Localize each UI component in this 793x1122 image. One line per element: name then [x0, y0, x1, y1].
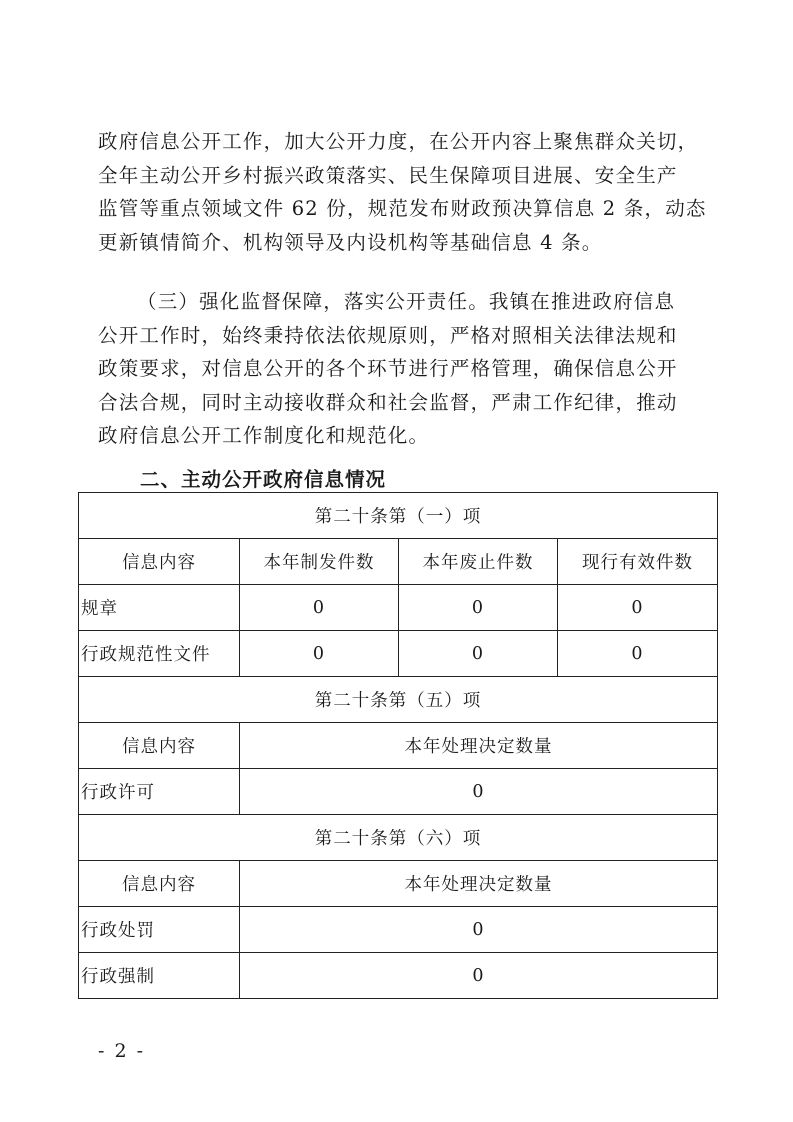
paragraph-2: [98, 285, 698, 453]
header-cell: 现行有效件数: [558, 539, 718, 585]
header-cell: 本年制发件数: [240, 539, 399, 585]
value-cell: 0: [240, 585, 399, 631]
table-header-row: [79, 723, 718, 769]
value-cell: 0: [558, 631, 718, 677]
page-number: - 2 -: [98, 1040, 146, 1062]
header-cell: 本年处理决定数量: [240, 861, 718, 907]
row-label-cell: 行政强制: [79, 953, 240, 999]
text-line: 政策要求，对信息公开的各个环节进行严格管理，确保信息公开: [98, 357, 678, 380]
value-cell: 0: [399, 585, 558, 631]
table-row: [79, 769, 718, 815]
value-cell: 0: [240, 631, 399, 677]
header-cell: 本年废止件数: [399, 539, 558, 585]
table-row: [79, 585, 718, 631]
value-cell: 0: [240, 953, 718, 999]
header-cell: 信息内容: [79, 723, 240, 769]
section-title-cell: 第二十条第（六）项: [79, 815, 718, 861]
section-title-cell: 第二十条第（五）项: [79, 677, 718, 723]
text-line: 政府信息公开工作制度化和规范化。: [98, 424, 430, 447]
paragraph-1: [98, 125, 707, 259]
text-line: 更新镇情简介、机构领导及内设机构等基础信息 4 条。: [98, 230, 603, 254]
header-cell: 信息内容: [79, 861, 240, 907]
table-row: [79, 907, 718, 953]
section-title-cell: 第二十条第（一）项: [79, 493, 718, 539]
text-line: 公开工作时，始终秉持依法依规原则，严格对照相关法律法规和: [98, 323, 678, 347]
value-cell: 0: [399, 631, 558, 677]
table-header-row: [79, 861, 718, 907]
table-section-title-row: [79, 493, 718, 539]
row-label-cell: 行政规范性文件: [79, 631, 240, 677]
table-section-title-row: [79, 815, 718, 861]
header-cell: 信息内容: [79, 539, 240, 585]
table-header-row: [79, 539, 718, 585]
table-row: [79, 953, 718, 999]
text-line: 全年主动公开乡村振兴政策落实、民生保障项目进展、安全生产: [98, 163, 678, 187]
row-label-cell: 行政许可: [79, 769, 240, 815]
table-section-title-row: [79, 677, 718, 723]
value-cell: 0: [558, 585, 718, 631]
header-cell: 本年处理决定数量: [240, 723, 718, 769]
info-disclosure-table: [78, 492, 718, 999]
text-line: 监管等重点领域文件 62 份，规范发布财政预决算信息 2 条，动态: [98, 197, 707, 220]
value-cell: 0: [240, 907, 718, 953]
value-cell: 0: [240, 769, 718, 815]
table-row: [79, 631, 718, 677]
section-heading: 二、主动公开政府信息情况: [140, 468, 387, 491]
text-line: 合法合规，同时主动接收群众和社会监督，严肃工作纪律，推动: [98, 390, 678, 414]
row-label-cell: 行政处罚: [79, 907, 240, 953]
text-line: （三）强化监督保障，落实公开责任。我镇在推进政府信息: [137, 290, 676, 313]
text-line: 政府信息公开工作，加大公开力度，在公开内容上聚焦群众关切，: [98, 130, 699, 153]
row-label-cell: 规章: [79, 585, 240, 631]
